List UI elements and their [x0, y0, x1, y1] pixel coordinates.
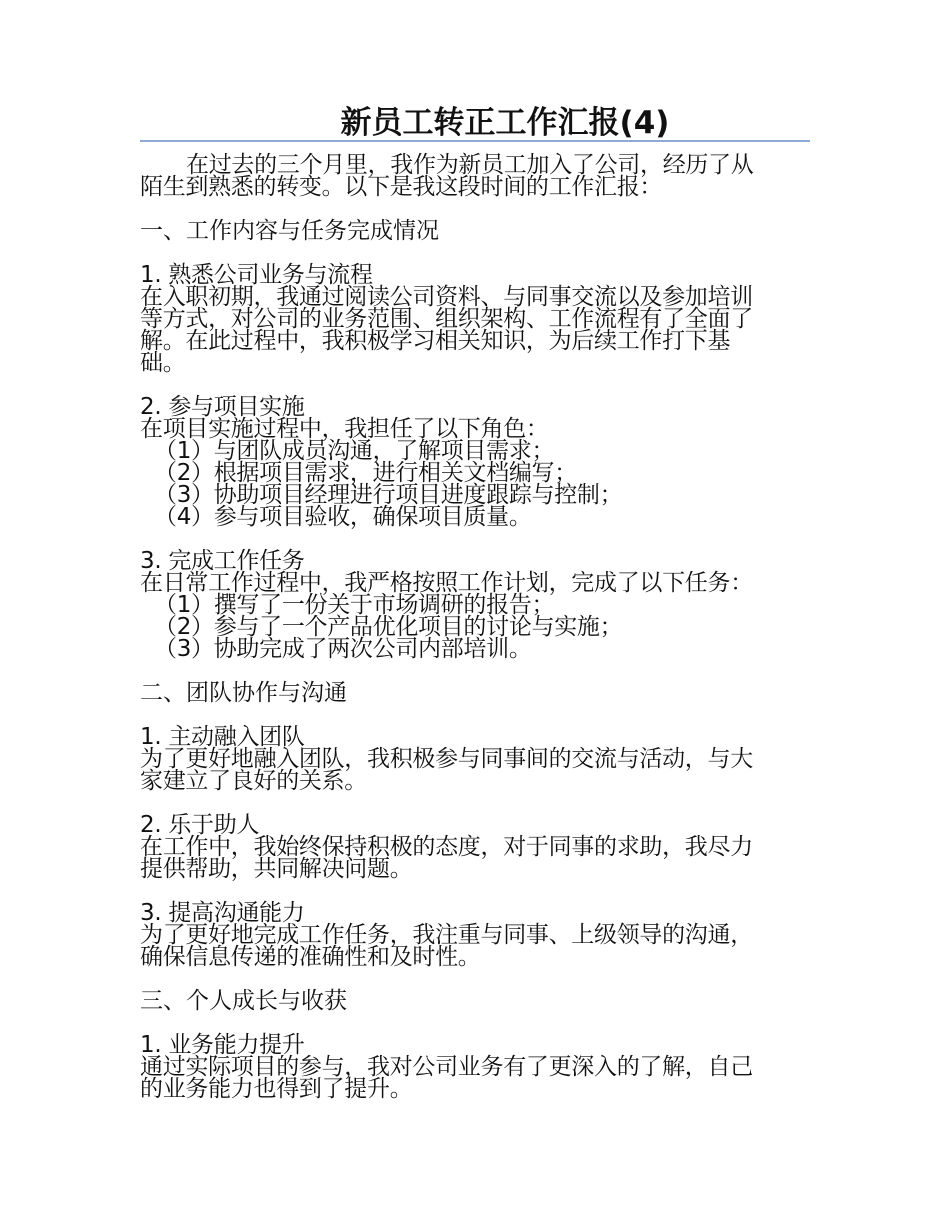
intro-line: 在过去的三个月里，我作为新员工加入了公司，经历了从 — [186, 152, 754, 178]
intro-paragraph — [140, 154, 810, 198]
paragraph-line: 通过实际项目的参与，我对公司业务有了更深入的了解，自己 — [140, 1054, 753, 1080]
list-item: （2）根据项目需求，进行相关文档编写； — [154, 460, 577, 486]
paragraph-line: 在入职初期，我通过阅读公司资料、与同事交流以及参加培训 — [140, 284, 753, 310]
paragraph-line: 在项目实施过程中，我担任了以下角色： — [140, 416, 549, 442]
paragraph-line: 为了更好地完成工作任务，我注重与同事、上级领导的沟通， — [140, 922, 753, 948]
document-page — [140, 100, 810, 1100]
section2-part2 — [140, 814, 810, 880]
paragraph-line: 在日常工作过程中，我严格按照工作计划，完成了以下任务： — [140, 570, 753, 596]
list-item: （4）参与项目验收，确保项目质量。 — [154, 504, 532, 530]
list-item: （1）与团队成员沟通，了解项目需求； — [154, 438, 555, 464]
section-heading-2: 二、团队协作与沟通 — [140, 680, 347, 706]
section-heading-3: 三、个人成长与收获 — [140, 988, 347, 1014]
section3-part1 — [140, 1034, 810, 1100]
list-item: （3）协助项目经理进行项目进度跟踪与控制； — [154, 482, 623, 508]
paragraph-line: 等方式，对公司的业务范围、组织架构、工作流程有了全面了 — [140, 306, 753, 332]
paragraph-line: 家建立了良好的关系。 — [140, 768, 368, 794]
section1-part2 — [140, 396, 810, 528]
section1-part1 — [140, 264, 810, 374]
paragraph-line: 确保信息传递的准确性和及时性。 — [140, 944, 481, 970]
document-title: 新员工转正工作汇报(4) — [140, 100, 810, 142]
section2-part1 — [140, 726, 810, 792]
list-item: （1）撰写了一份关于市场调研的报告； — [154, 592, 555, 618]
list-item: （3）协助完成了两次公司内部培训。 — [154, 636, 532, 662]
paragraph-line: 解。在此过程中，我积极学习相关知识，为后续工作打下基 — [140, 328, 731, 354]
paragraph-line: 在工作中，我始终保持积极的态度，对于同事的求助，我尽力 — [140, 834, 753, 860]
intro-line: 陌生到熟悉的转变。以下是我这段时间的工作汇报： — [140, 174, 663, 200]
subsection-heading: 1. 业务能力提升 — [140, 1032, 305, 1058]
section1-part3 — [140, 550, 810, 660]
subsection-heading: 1. 熟悉公司业务与流程 — [140, 262, 373, 288]
paragraph-line: 的业务能力也得到了提升。 — [140, 1076, 413, 1102]
subsection-heading: 1. 主动融入团队 — [140, 724, 305, 750]
paragraph-line: 础。 — [140, 350, 186, 376]
paragraph-line: 提供帮助，共同解决问题。 — [140, 856, 413, 882]
section-heading-1: 一、工作内容与任务完成情况 — [140, 218, 439, 244]
paragraph-line: 为了更好地融入团队，我积极参与同事间的交流与活动，与大 — [140, 746, 753, 772]
section2-part3 — [140, 902, 810, 968]
subsection-heading: 3. 提高沟通能力 — [140, 900, 305, 926]
subsection-heading: 2. 参与项目实施 — [140, 394, 305, 420]
list-item: （2）参与了一个产品优化项目的讨论与实施； — [154, 614, 623, 640]
subsection-heading: 3. 完成工作任务 — [140, 548, 305, 574]
subsection-heading: 2. 乐于助人 — [140, 812, 260, 838]
